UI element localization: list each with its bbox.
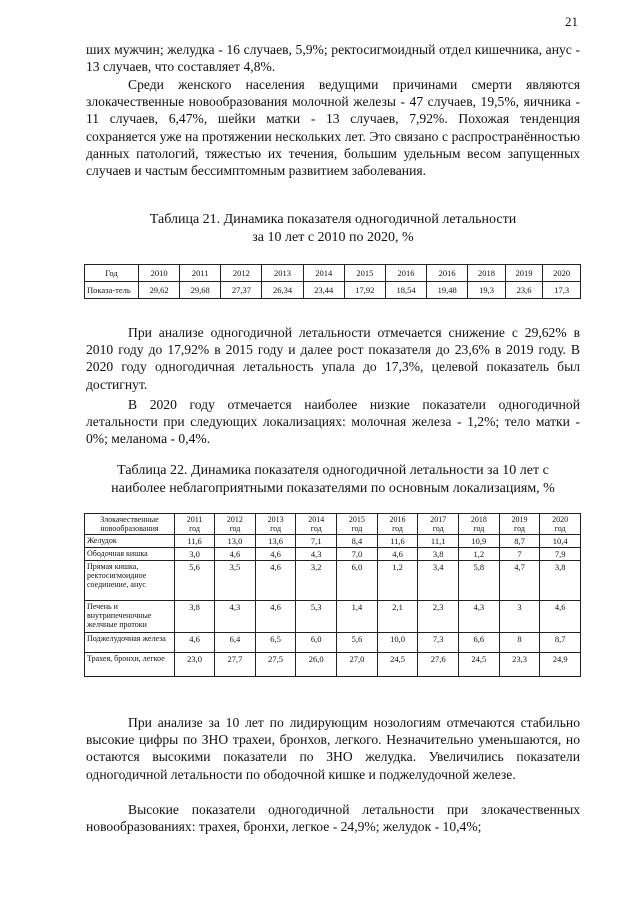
table22-year-suffix: год: [432, 524, 444, 533]
table22-cell: 24,9: [540, 653, 581, 677]
table22-year-suffix: год: [351, 524, 363, 533]
table22-year-suffix: год: [392, 524, 403, 533]
table22-year: 2015: [348, 515, 365, 524]
table22-row-label: Прямая кишка, ректосигмоидное соединение, анус: [85, 561, 175, 601]
table22-cell: 8,7: [499, 535, 540, 548]
table22-cell: 4,6: [255, 548, 296, 561]
table21-lethality-by-year: [84, 264, 581, 299]
table21-year: 2015: [344, 265, 385, 282]
table21-header-label: Год: [85, 265, 139, 282]
table22-cell: 3,8: [418, 548, 459, 561]
table21-year: 2010: [139, 265, 180, 282]
table21-year: 2013: [262, 265, 303, 282]
table21-year: 2019: [505, 265, 543, 282]
table22-cell: 4,6: [215, 548, 256, 561]
table22-cell: 7: [499, 548, 540, 561]
table22-cell: 11,6: [175, 535, 215, 548]
table22-lethality-by-localization: [84, 513, 581, 677]
table22-year-header: [377, 514, 418, 535]
table22-cell: 27,0: [337, 653, 378, 677]
table22-row-label: Поджелудочная железа: [85, 633, 175, 653]
table22-cell: 4,3: [296, 548, 337, 561]
table22-cell: 1,4: [337, 601, 378, 633]
table21-value: 23,44: [303, 282, 344, 299]
table22-caption-line2: наиболее неблагоприятными показателями по основным локализациям, %: [111, 481, 555, 496]
table22-caption-line1: Таблица 22. Динамика показателя одногодичной летальности за 10 лет с: [117, 463, 549, 478]
table22-row: [85, 535, 581, 548]
page-number: 21: [565, 14, 578, 29]
table22-cell: 26,0: [296, 653, 337, 677]
table22-year-header: [296, 514, 337, 535]
table22-year-header: [337, 514, 378, 535]
table21-value: 27,37: [221, 282, 262, 299]
paragraph-lowest-lethality: В 2020 году отмечается наиболее низкие показатели одногодичной летальности при следующих локализациях: молочная железа - 1,2%; тело матки - 0%; меланома - 0,4%.: [86, 397, 580, 447]
table21-year: 2020: [543, 265, 581, 282]
table22-cell: 7,3: [418, 633, 459, 653]
table22-cell: 1,2: [459, 548, 500, 561]
table21-year: 2018: [468, 265, 506, 282]
table22-year-suffix: год: [189, 524, 200, 533]
table22-year: 2012: [226, 515, 243, 524]
table22-cell: 6,0: [337, 561, 378, 601]
table22-cell: 23,0: [175, 653, 215, 677]
table21-value: 29,62: [139, 282, 180, 299]
table22-cell: 4,6: [377, 548, 418, 561]
table22-cell: 2,3: [418, 601, 459, 633]
table22-header-label: Злокачественные новообразования: [85, 514, 175, 535]
table22-cell: 7,9: [540, 548, 581, 561]
table22-cell: 5,6: [337, 633, 378, 653]
table22-year-suffix: год: [229, 524, 241, 533]
table22-cell: 27,5: [255, 653, 296, 677]
table21-value: 17,3: [543, 282, 581, 299]
table22-cell: 3,8: [175, 601, 215, 633]
table22-year-suffix: год: [310, 524, 322, 533]
table21-value: 19,48: [427, 282, 468, 299]
table22-year-suffix: год: [270, 524, 282, 533]
table22-row-label: Желудок: [85, 535, 175, 548]
table22-row: [85, 601, 581, 633]
table22-cell: 4,6: [255, 601, 296, 633]
table22-cell: 3,5: [215, 561, 256, 601]
table22-cell: 10,0: [377, 633, 418, 653]
table22-cell: 5,8: [459, 561, 500, 601]
table22-cell: 8: [499, 633, 540, 653]
table22-year-header: [540, 514, 581, 535]
table21-year: 2016: [385, 265, 426, 282]
table22-cell: 2,1: [377, 601, 418, 633]
table22-header-row: [85, 514, 581, 535]
table21-value: 26,34: [262, 282, 303, 299]
table22-caption: [86, 462, 580, 498]
table21-row-label: Показа-тель: [85, 282, 139, 299]
table22-cell: 7,0: [337, 548, 378, 561]
table21-value: 18,54: [385, 282, 426, 299]
table22-year-header: [175, 514, 215, 535]
table22-cell: 7,1: [296, 535, 337, 548]
table22-year: 2013: [267, 515, 284, 524]
table22-row-label: Печень и внутрипеченочные желчные протоки: [85, 601, 175, 633]
table22-cell: 5,6: [175, 561, 215, 601]
table21-year: 2014: [303, 265, 344, 282]
table22-cell: 27,6: [418, 653, 459, 677]
table21-caption-line2: за 10 лет с 2010 по 2020, %: [252, 230, 414, 245]
table22-cell: 4,3: [215, 601, 256, 633]
table22-cell: 6,5: [255, 633, 296, 653]
table22-year: 2017: [430, 515, 447, 524]
table22-cell: 4,7: [499, 561, 540, 601]
table22-cell: 3,8: [540, 561, 581, 601]
table22-year-header: [418, 514, 459, 535]
table22-year: 2014: [308, 515, 325, 524]
table22-cell: 4,3: [459, 601, 500, 633]
table22-year: 2020: [552, 515, 569, 524]
table22-year-suffix: год: [514, 524, 525, 533]
table22-cell: 8,4: [337, 535, 378, 548]
table22-body: [85, 535, 581, 677]
table22-cell: 6,4: [215, 633, 256, 653]
paragraph-lethality-analysis: При анализе одногодичной летальности отмечается снижение с 29,62% в 2010 году до 17,92% в 2015 году и далее рост показателя до 23,6% в 2019 году. В 2020 году одногодичная летальность упала до 17,3%, целевой показатель был достигнут.: [86, 325, 580, 392]
table22-row: [85, 561, 581, 601]
table21-value: 17,92: [344, 282, 385, 299]
table22-cell: 13,6: [255, 535, 296, 548]
table22-cell: 27,7: [215, 653, 256, 677]
table22-cell: 8,7: [540, 633, 581, 653]
table22-cell: 4,6: [255, 561, 296, 601]
table22-cell: 10,9: [459, 535, 500, 548]
table22-row-label: Ободочная кишка: [85, 548, 175, 561]
table22-cell: 24,5: [377, 653, 418, 677]
table22-year: 2016: [389, 515, 406, 524]
table22-cell: 4,6: [540, 601, 581, 633]
table21-value: 23,6: [505, 282, 543, 299]
table21-year: 2016: [427, 265, 468, 282]
table22-cell: 10,4: [540, 535, 581, 548]
table22-cell: 3,4: [418, 561, 459, 601]
table22-year-header: [215, 514, 256, 535]
table21-year: 2012: [221, 265, 262, 282]
paragraph-high-lethality: Высокие показатели одногодичной летальности при злокачественных новообразованиях: трахея, бронхи, легкое - 24,9%; желудок - 10,4%;: [86, 802, 580, 835]
table22-year: 2019: [511, 515, 528, 524]
table22-cell: 4,6: [175, 633, 215, 653]
table22-year-header: [459, 514, 500, 535]
table21-value: 29,68: [180, 282, 221, 299]
table21-value-row: [85, 282, 581, 299]
table22-row: [85, 548, 581, 561]
table22-cell: 6,0: [296, 633, 337, 653]
table22-year-header: [255, 514, 296, 535]
table22-cell: 11,1: [418, 535, 459, 548]
table22-cell: 1,2: [377, 561, 418, 601]
table21-caption: [86, 211, 580, 247]
table22-row: [85, 633, 581, 653]
table22-cell: 5,3: [296, 601, 337, 633]
table22-cell: 3: [499, 601, 540, 633]
table22-row-label: Трахея, бронхи, легкое: [85, 653, 175, 677]
table21-year: 2011: [180, 265, 221, 282]
table22-cell: 3,0: [175, 548, 215, 561]
table22-year-suffix: год: [473, 524, 485, 533]
table22-year-header: [499, 514, 540, 535]
table22-cell: 6,6: [459, 633, 500, 653]
table22-cell: 13,0: [215, 535, 256, 548]
paragraph-female-mortality: Среди женского населения ведущими причинами смерти являются злокачественные новообразования молочной железы - 47 случаев, 19,5%, яичника - 11 случаев, 6,47%, шейки матки - 13 случаев, 7,92%. Похожая тенденция сохраняется уже на протяжении нескольких лет. Это связано с распространённостью данных патологий, тяжестью их течения, большим удельным весом запущенных случаев и частым бессимптомным развитием заболевания.: [86, 77, 580, 179]
table21-caption-line1: Таблица 21. Динамика показателя одногодичной летальности: [149, 212, 517, 227]
table22-cell: 23,3: [499, 653, 540, 677]
paragraph-ten-year-analysis: При анализе за 10 лет по лидирующим нозологиям отмечаются стабильно высокие цифры по ЗНО трахеи, бронхов, легкого. Незначительно уменьшаются, но остаются высокими показатели по ЗНО желудка. Увеличились показатели одногодичной летальности по ободочной кишке и поджелудочной железе.: [86, 715, 580, 782]
table22-cell: 24,5: [459, 653, 500, 677]
table21-header-row: [85, 265, 581, 282]
table22-year: 2011: [186, 515, 203, 524]
table22-cell: 11,6: [377, 535, 418, 548]
table22-year-suffix: год: [554, 524, 566, 533]
table22-row: [85, 653, 581, 677]
table22-cell: 3,2: [296, 561, 337, 601]
table21-value: 19,3: [468, 282, 506, 299]
table22-year: 2018: [470, 515, 487, 524]
paragraph-male-mortality-end: ших мужчин; желудка - 16 случаев, 5,9%; ректосигмоидный отдел кишечника, анус - 13 случаев, что составляет 4,8%.: [86, 42, 580, 75]
